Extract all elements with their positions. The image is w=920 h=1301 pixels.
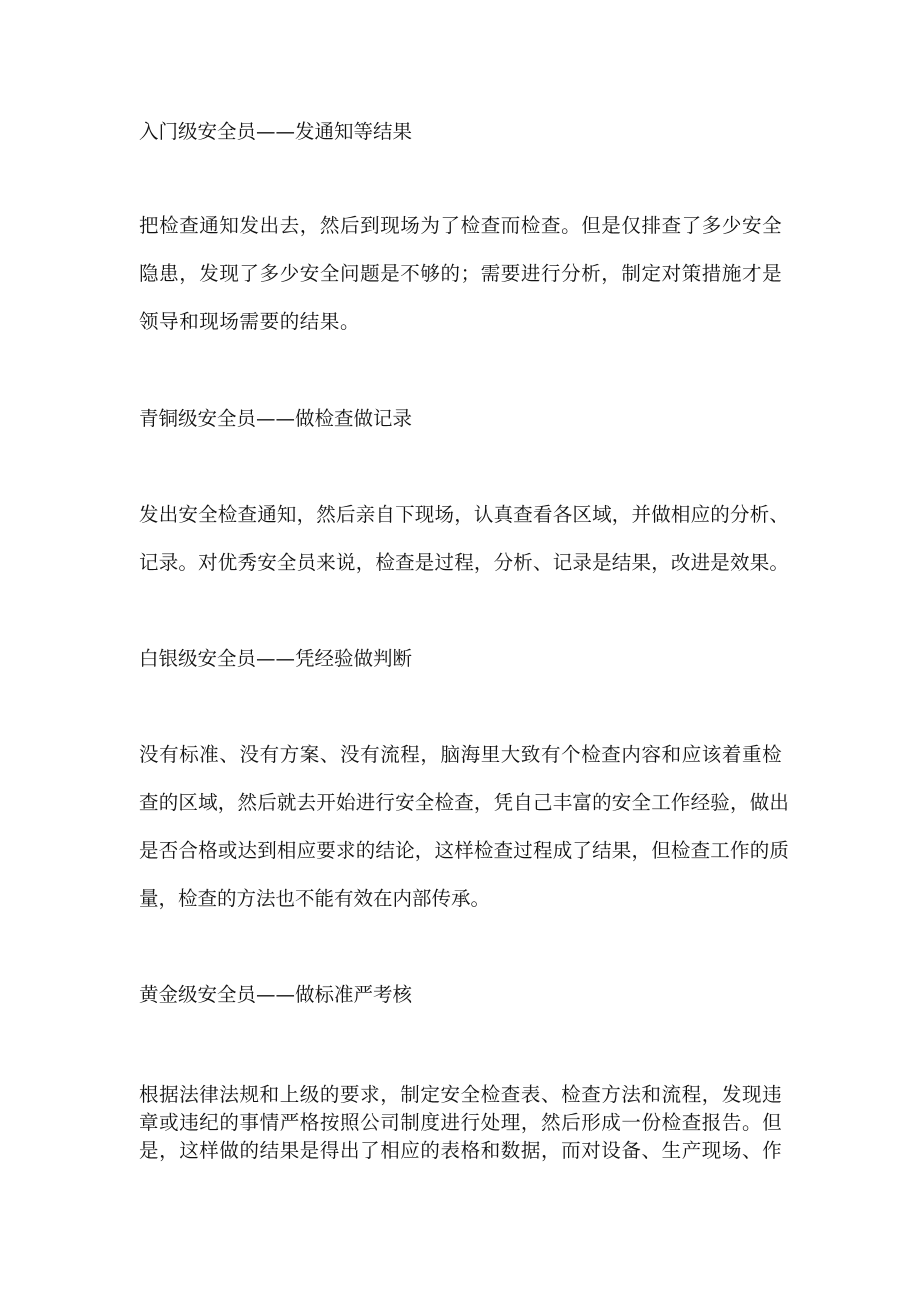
paragraph-line: 隐患，发现了多少安全问题是不够的；需要进行分析，制定对策措施才是 <box>139 262 783 285</box>
paragraph-line: 没有标准、没有方案、没有流程，脑海里大致有个检查内容和应该着重检 <box>139 743 783 766</box>
paragraph-line: 是，这样做的结果是得出了相应的表格和数据，而对设备、生产现场、作 <box>139 1139 783 1162</box>
section-heading-bronze: 青铜级安全员——做检查做记录 <box>139 407 413 430</box>
section-heading-gold: 黄金级安全员——做标准严考核 <box>139 983 413 1006</box>
paragraph-line: 记录。对优秀安全员来说，检查是过程，分析、记录是结果，改进是效果。 <box>139 551 790 574</box>
paragraph-line: 根据法律法规和上级的要求，制定安全检查表、检查方法和流程，发现违 <box>139 1083 783 1106</box>
paragraph-line: 量，检查的方法也不能有效在内部传承。 <box>139 887 491 910</box>
section-heading-silver: 白银级安全员——凭经验做判断 <box>139 647 413 670</box>
paragraph-line: 把检查通知发出去，然后到现场为了检查而检查。但是仅排查了多少安全 <box>139 214 783 237</box>
paragraph-line: 查的区域，然后就去开始进行安全检查，凭自己丰富的安全工作经验，做出 <box>139 791 790 814</box>
section-heading-bronze-entry: 入门级安全员——发通知等结果 <box>139 120 413 143</box>
paragraph-line: 是否合格或达到相应要求的结论，这样检查过程成了结果，但检查工作的质 <box>139 839 790 862</box>
paragraph-line: 章或违纪的事情严格按照公司制度进行处理，然后形成一份检查报告。但 <box>139 1111 783 1134</box>
paragraph-line: 发出安全检查通知，然后亲自下现场，认真查看各区域，并做相应的分析、 <box>139 503 790 526</box>
paragraph-line: 领导和现场需要的结果。 <box>139 310 361 333</box>
